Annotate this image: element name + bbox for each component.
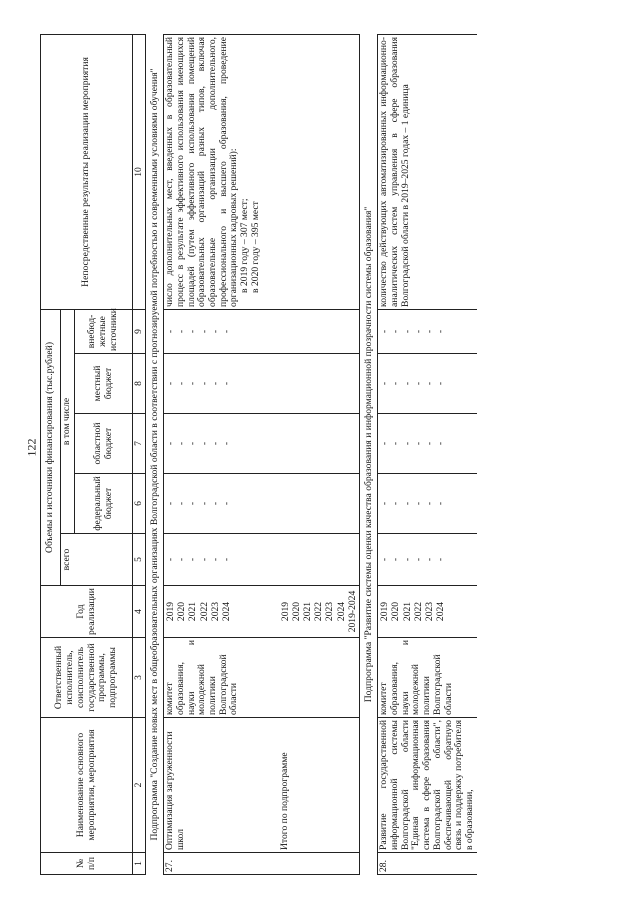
col-num: 3 [133, 638, 146, 718]
dash-value: - [221, 557, 233, 562]
col-num: 2 [133, 718, 146, 853]
total-years: 2019 2020 2021 2022 2023 2024 2019-2024 [279, 586, 360, 638]
dash-value: - [379, 441, 391, 446]
dash-value: - [221, 381, 233, 386]
dash-value: - [209, 557, 221, 562]
dash-value: - [165, 501, 177, 506]
dash-value: - [209, 501, 221, 506]
dash-value: - [198, 441, 210, 446]
dash-value: - [423, 381, 435, 386]
dash-value: - [401, 501, 413, 506]
dash-value: - [423, 441, 435, 446]
dash-value: - [412, 557, 424, 562]
extra-values [164, 309, 263, 353]
header-executor: Ответственный исполнитель, соисполнитель государственной программы, подпрограммы [41, 638, 133, 718]
col-num: 10 [133, 34, 146, 309]
section-title-2: Подпрограмма "Развитие системы оценки качества образования и информационной прозрачности системы образования" [360, 34, 378, 874]
dash-value: - [165, 329, 177, 334]
dash-value: - [198, 501, 210, 506]
dash-value: - [165, 441, 177, 446]
dash-value: - [412, 329, 424, 334]
dash-value: - [221, 441, 233, 446]
header-extra: внебюд-жетные источники [75, 309, 133, 353]
col-num: 7 [133, 414, 146, 474]
dash-value: - [435, 329, 447, 334]
row-result: число дополнительных мест, введенных в образовательный процесс в результате эффективного использования имеющихся площадей (путем эффективного использования помещений образовательных организаций разных типов, включая образовательные организации дополнительного, профессионального и высшего образования, проведение организационных кадровых решений): в 2019 году – 307 мест; в 2020 году – 395 мест [164, 34, 263, 309]
page-number: 122 [24, 438, 39, 457]
dash-value: - [187, 501, 199, 506]
dash-value: - [221, 501, 233, 506]
dash-value: - [198, 381, 210, 386]
dash-value: - [379, 557, 391, 562]
row-years: 2019 2020 2021 2022 2023 2024 [164, 586, 263, 638]
row-num: 28. [378, 853, 477, 875]
dash-value: - [379, 329, 391, 334]
regional-values [378, 414, 477, 474]
dash-value: - [423, 501, 435, 506]
dash-value: - [221, 329, 233, 334]
col-num: 5 [133, 534, 146, 586]
row-executor: комитет образования, науки и молодежной политики Волгоградской области [164, 638, 263, 718]
dash-value: - [390, 441, 402, 446]
row-result: количество действующих автоматизированных информационно-аналитических систем управления в сфере образования Волгоградской области в 2019–2025 годах – 1 единица [378, 34, 477, 309]
dash-value: - [176, 501, 188, 506]
dash-value: - [401, 441, 413, 446]
dash-value: - [209, 381, 221, 386]
local-values [378, 354, 477, 414]
header-federal: федеральный бюджет [75, 474, 133, 534]
rotated-page [40, 35, 640, 875]
dash-value: - [435, 381, 447, 386]
header-regional: областной бюджет [75, 414, 133, 474]
dash-value: - [176, 329, 188, 334]
dash-value: - [165, 381, 177, 386]
dash-value: - [176, 441, 188, 446]
dash-value: - [187, 441, 199, 446]
dash-value: - [176, 557, 188, 562]
total-label: Итого по подпрограмме [279, 718, 360, 853]
column-number-row [133, 34, 146, 874]
program-table [40, 34, 477, 875]
dash-value: - [412, 441, 424, 446]
row-name: Оптимизация загруженности школ [164, 718, 263, 853]
extra-values [378, 309, 477, 353]
table-row-27 [164, 34, 263, 874]
row-years: 2019 2020 2021 2022 2023 2024 [378, 586, 477, 638]
table-row-28 [378, 34, 477, 874]
header-result: Непосредственные результаты реализации мероприятия [41, 34, 133, 309]
dash-value: - [187, 381, 199, 386]
dash-value: - [176, 381, 188, 386]
dash-value: - [209, 329, 221, 334]
local-values [164, 354, 263, 414]
dash-value: - [187, 557, 199, 562]
col-num: 8 [133, 354, 146, 414]
dash-value: - [379, 501, 391, 506]
header-total: всего [61, 534, 133, 586]
dash-value: - [390, 501, 402, 506]
header-year: Год реализации [41, 586, 133, 638]
dash-value: - [412, 501, 424, 506]
dash-value: - [401, 381, 413, 386]
dash-value: - [401, 557, 413, 562]
federal-values [378, 474, 477, 534]
header-local: местный бюджет [75, 354, 133, 414]
header-name: Наименование основного мероприятия, мероприятия [41, 718, 133, 853]
dash-value: - [198, 557, 210, 562]
dash-value: - [390, 557, 402, 562]
dash-value: - [435, 501, 447, 506]
dash-value: - [435, 441, 447, 446]
dash-value: - [390, 329, 402, 334]
col-num: 1 [133, 853, 146, 875]
federal-values [164, 474, 263, 534]
dash-value: - [187, 329, 199, 334]
col-num: 4 [133, 586, 146, 638]
dash-value: - [209, 441, 221, 446]
dash-value: - [412, 381, 424, 386]
section-title-1: Подпрограмма "Создание новых мест в общеобразовательных организациях Волгоградской области в соответствии с прогнозируемой потребностью и современными условиями обучения" [146, 34, 164, 874]
dash-value: - [379, 381, 391, 386]
header-incl: в том числе [61, 309, 75, 533]
col-num: 6 [133, 474, 146, 534]
row-name: Развитие государственной информационной системы Волгоградской области "Единая информационная система в сфере образования Волгоградской области", обеспечивающей обратную связь и поддержку потребителя в образовании, [378, 718, 477, 853]
col-num: 9 [133, 309, 146, 353]
dash-value: - [198, 329, 210, 334]
dash-value: - [423, 329, 435, 334]
row-num: 27. [164, 853, 263, 875]
dash-value: - [390, 381, 402, 386]
row-executor: комитет образования, науки и молодежной политики Волгоградской области [378, 638, 477, 718]
dash-value: - [165, 557, 177, 562]
dash-value: - [423, 557, 435, 562]
header-num: № п/п [41, 853, 133, 875]
regional-values [164, 414, 263, 474]
total-values [164, 534, 263, 586]
table-row-total [279, 34, 360, 874]
total-values [378, 534, 477, 586]
dash-value: - [435, 557, 447, 562]
header-funding: Объемы и источники финансирования (тыс.рублей) [41, 309, 61, 585]
dash-value: - [401, 329, 413, 334]
